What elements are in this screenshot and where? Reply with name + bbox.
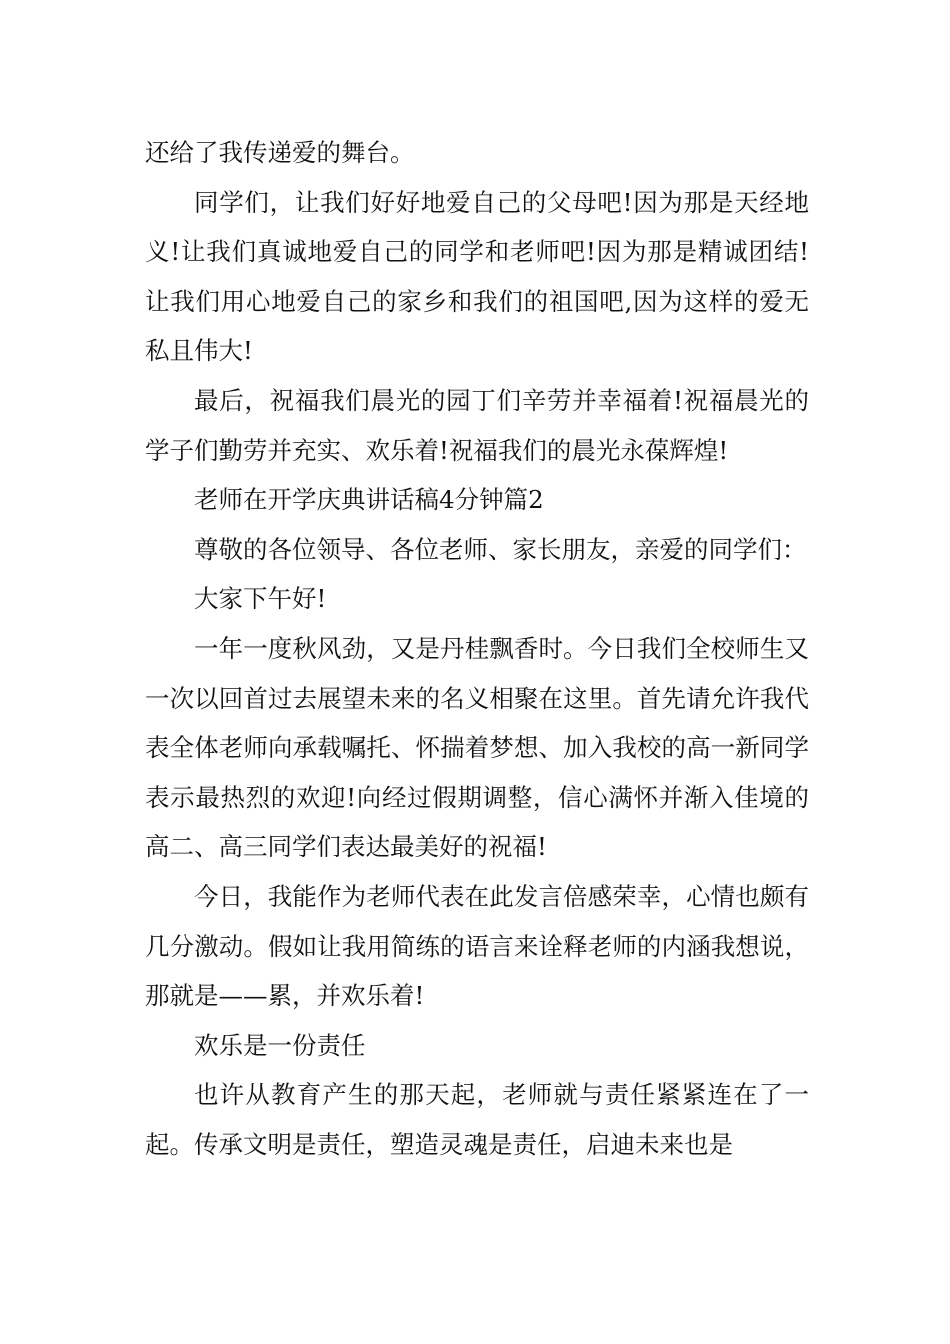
paragraph-salutation: 尊敬的各位领导、各位老师、家长朋友，亲爱的同学们： xyxy=(194,534,807,564)
paragraph-continuation: 还给了我传递爱的舞台。 xyxy=(145,138,415,167)
document-body xyxy=(145,128,809,1169)
paragraph-love-appeal: 同学们，让我们好好地爱自己的父母吧!因为那是天经地义!让我们真诚地爱自己的同学和老师吧!因为那是精诚团结!让我们用心地爱自己的家乡和我们的祖国吧,因为这样的爱无私且伟大! xyxy=(145,187,809,366)
subheading-responsibility: 欢乐是一份责任 xyxy=(194,1030,366,1060)
paragraph-greeting: 大家下午好! xyxy=(194,584,327,614)
paragraph-blessing: 最后，祝福我们晨光的园丁们辛劳并幸福着!祝福晨光的学子们勤劳并充实、欢乐着!祝福我们的晨光永葆辉煌! xyxy=(145,385,809,465)
paragraph-honor: 今日，我能作为老师代表在此发言倍感荣幸，心情也颇有几分激动。假如让我用简练的语言来诠释老师的内涵我想说，那就是——累，并欢乐着! xyxy=(145,881,809,1011)
paragraph-responsibility: 也许从教育产生的那天起，老师就与责任紧紧连在了一起。传承文明是责任，塑造灵魂是责任，启迪未来也是 xyxy=(145,1080,809,1159)
paragraph-welcome: 一年一度秋风劲，又是丹桂飘香时。今日我们全校师生又一次以回首过去展望未来的名义相聚在这里。首先请允许我代表全体老师向承载嘱托、怀揣着梦想、加入我校的高一新同学表示最热烈的欢迎!向经过假期调整，信心满怀并渐入佳境的高二、高三同学们表达最美好的祝福! xyxy=(145,633,809,862)
section-heading: 老师在开学庆典讲话稿4分钟篇2 xyxy=(194,485,544,515)
